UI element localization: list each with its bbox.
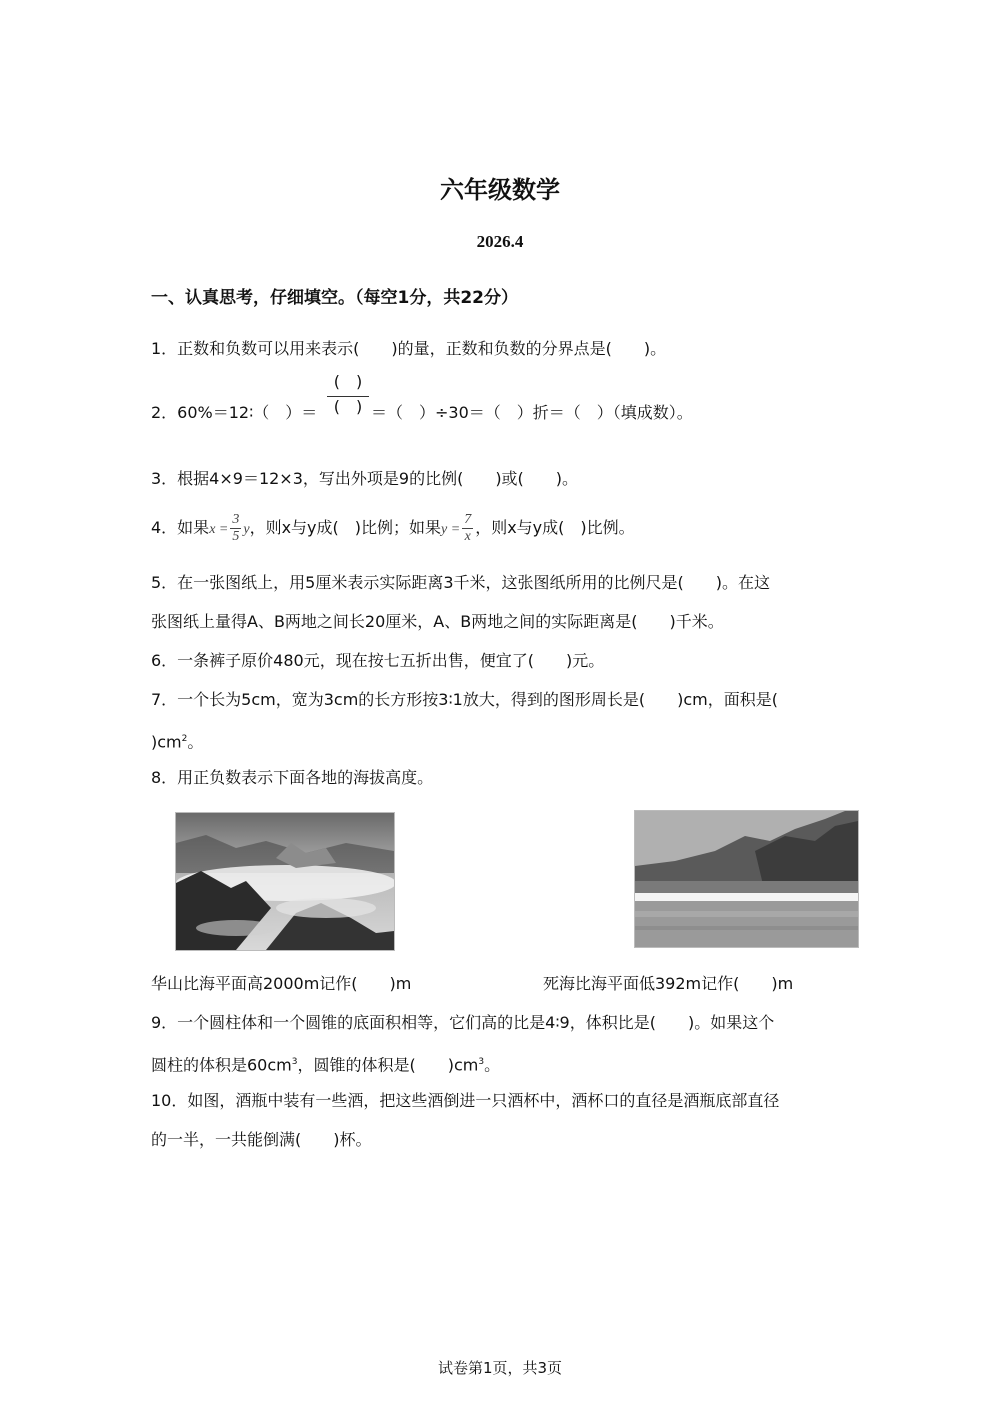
question-3: 3．根据4×9＝12×3，写出外项是9的比例( )或( )。 (151, 469, 579, 488)
q2-left-text: 2．60%＝12∶（ ）＝ (151, 403, 318, 422)
q4-frac2-num: 7 (464, 512, 472, 527)
q4-fraction-1 (230, 512, 241, 545)
q4-text-2: ，则x与y成( )比例；如果 (249, 518, 442, 537)
q2-fraction (327, 372, 369, 417)
q7-text-b: 。 (187, 732, 204, 752)
q9-text-c: 。 (484, 1055, 501, 1075)
q2-fraction-numerator: ( ) (333, 372, 363, 391)
q4-eq2-lhs: y = (441, 522, 461, 537)
page-footer: 试卷第1页，共3页 (437, 1359, 563, 1377)
question-9-line-1: 9．一个圆柱体和一个圆锥的底面积相等，它们高的比是4∶9，体积比是( )。如果这个 (151, 1013, 775, 1032)
question-4 (151, 508, 635, 548)
q9-text-a: 圆柱的体积是60cm (151, 1055, 292, 1075)
question-9-line-2 (151, 1052, 500, 1075)
question-5-line-1: 5．在一张图纸上，用5厘米表示实际距离3千米，这张图纸所用的比例尺是( )。在这 (151, 573, 771, 592)
q2-right-text: ＝（ ）÷30＝（ ）折＝（ ）（填成数）。 (371, 403, 693, 422)
q4-frac2-den: x (464, 529, 471, 544)
question-1: 1．正数和负数可以用来表示( )的量，正数和负数的分界点是( )。 (151, 339, 667, 358)
q4-eq1-lhs: x = (209, 522, 229, 537)
huashan-caption: 华山比海平面高2000m记作( )m (151, 974, 412, 993)
q9-superscript-2: 3 (478, 1057, 485, 1067)
question-8: 8．用正负数表示下面各地的海拔高度。 (151, 768, 434, 787)
question-7-line-2 (151, 729, 203, 752)
dead-sea-photo (634, 810, 859, 948)
q9-text-b: ，圆锥的体积是( )cm (297, 1055, 479, 1075)
question-10-line-2: 的一半，一共能倒满( )杯。 (151, 1130, 372, 1149)
q7-superscript: 2 (181, 734, 188, 744)
huashan-photo (175, 812, 395, 951)
q9-superscript-1: 3 (291, 1057, 298, 1067)
question-6: 6．一条裤子原价480元，现在按七五折出售，便宜了( )元。 (151, 651, 605, 670)
q4-text-3: ，则x与y成( )比例。 (475, 518, 635, 537)
q4-text-1: 4．如果 (151, 518, 210, 537)
q4-frac1-num: 3 (232, 512, 240, 527)
q4-frac1-den: 5 (232, 529, 240, 544)
q4-eq1-var: y (243, 522, 250, 537)
q2-fraction-denominator: ( ) (327, 396, 369, 417)
section-heading-fill-blank: 一、认真思考，仔细填空。（每空1分，共22分） (151, 288, 518, 308)
question-10-line-1: 10．如图，酒瓶中装有一些酒，把这些酒倒进一只酒杯中，酒杯口的直径是酒瓶底部直径 (151, 1091, 780, 1110)
exam-date: 2026.4 (476, 232, 524, 251)
q4-fraction-2 (462, 512, 473, 545)
dead-sea-caption: 死海比海平面低392m记作( )m (543, 974, 794, 993)
question-7-line-1: 7．一个长为5cm，宽为3cm的长方形按3∶1放大，得到的图形周长是( )cm，面积是( (151, 690, 778, 709)
page-title: 六年级数学 (440, 176, 560, 204)
q7-text-a: )cm (151, 732, 182, 752)
question-5-line-2: 张图纸上量得A、B两地之间长20厘米，A、B两地之间的实际距离是( )千米。 (151, 612, 724, 631)
